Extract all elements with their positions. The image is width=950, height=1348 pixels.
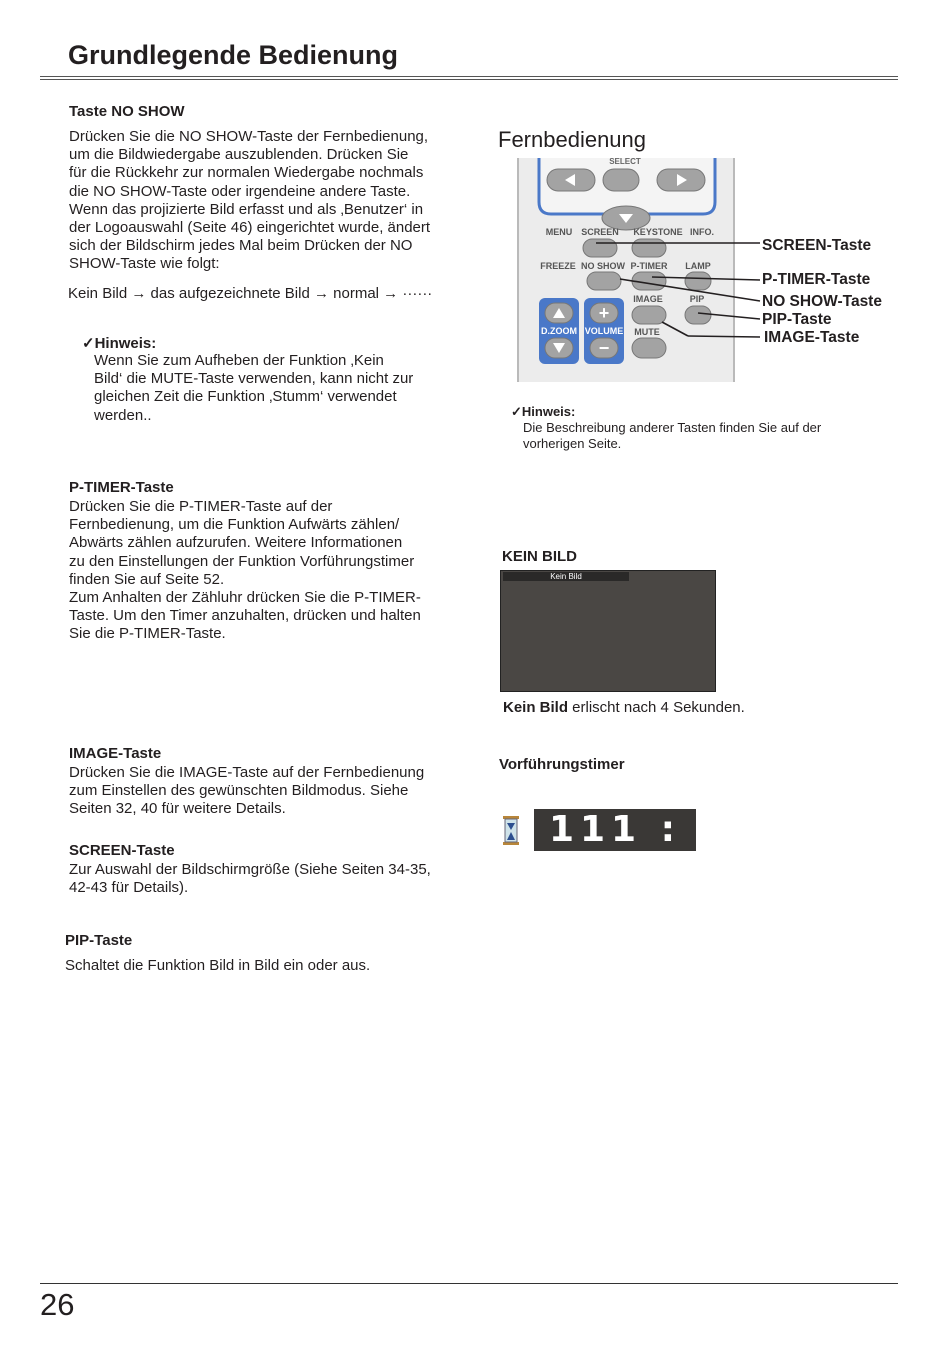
image-callout-line-a [662,322,688,336]
plus-icon: + [598,303,610,323]
text-line: zu den Einstellungen der Funktion Vorführungstimer [69,552,415,570]
no-show-heading: Taste NO SHOW [69,103,185,120]
text-line: um die Bildwiedergabe auszublenden. Drücken Sie [69,146,409,164]
minus-icon: − [598,338,610,358]
text-line: Sie die P-TIMER-Taste. [69,625,226,643]
hourglass-icon [501,815,521,847]
page-number: 26 [40,1287,75,1322]
kein-bild-caption [503,699,745,717]
note-line: Die Beschreibung anderer Tasten finden Sie auf der [523,420,822,435]
screen-key-body [69,861,459,897]
remote-heading: Fernbedienung [498,127,647,152]
text-line: Fernbedienung, um die Funktion Aufwärts zählen/ [69,516,400,534]
pip-callout: PIP-Taste [762,311,832,328]
screen-callout: SCREEN-Taste [762,237,872,254]
note-line: Bild‘ die MUTE-Taste verwenden, kann nicht zur [94,370,414,388]
text-line: Seiten 32, 40 für weitere Details. [69,800,286,818]
mute-label: MUTE [634,327,660,337]
text-line: die NO SHOW-Taste oder irgendeine andere Taste. [69,182,411,200]
screen-key-heading: SCREEN-Taste [69,842,175,859]
menu-label: MENU [545,227,573,237]
text-line: sich der Bildschirm jedes Mal beim Drücken der NO [69,237,413,255]
p-timer-callout-line [652,277,760,280]
image-label: IMAGE [633,294,663,304]
no-show-callout-line [620,279,760,301]
lamp-label: LAMP [685,261,711,271]
text-line: für die Rückkehr zur normalen Wiedergabe nochmals [69,164,424,182]
text-line: Drücken Sie die P-TIMER-Taste auf der [69,498,333,515]
volume-label: VOLUME [584,326,624,336]
select-label: SELECT [609,158,641,166]
text-line: SHOW-Taste wie folgt: [69,255,220,273]
note-line: vorherigen Seite. [523,436,622,451]
pip-label: PIP [689,294,705,304]
note-line: werden.. [94,406,152,424]
remote-note [523,420,863,452]
text-line: Drücken Sie die NO SHOW-Taste der Fernbedienung, [69,128,429,145]
text-line: Zur Auswahl der Bildschirmgröße (Siehe Seiten 34-35, [69,861,431,878]
image-key-body [69,764,459,819]
text-line: der Logoauswahl (Seite 46) eingerichtet wurde, ändert [69,219,431,237]
timer-display: 111 : 11 [534,809,696,851]
select-button[interactable] [603,169,639,191]
page-title: Grundlegende Bedienung [68,40,399,70]
image-callout: IMAGE-Taste [764,329,860,346]
text-line: Wenn das projizierte Bild erfasst und als ‚Benutzer‘ in [69,200,424,218]
no-show-sequence: Kein Bild → das aufgezeichnete Bild → normal → ······ [68,285,433,302]
p-timer-body [69,498,459,644]
info-label: INFO. [690,227,714,237]
text-line: Taste. Um den Timer anzuhalten, drücken und halten [69,607,421,625]
note-line: gleichen Zeit die Funktion ‚Stumm‘ verwendet [94,388,397,406]
header-rule [40,76,898,77]
pip-callout-line [698,313,760,319]
footer-rule [40,1283,898,1284]
text-line: finden Sie auf Seite 52. [69,570,225,588]
pip-key-heading: PIP-Taste [65,932,133,949]
text-line: 42-43 für Details). [69,879,189,897]
p-timer-heading: P-TIMER-Taste [69,479,174,496]
image-key-heading: IMAGE-Taste [69,745,162,762]
p-timer-callout: P-TIMER-Taste [762,271,871,288]
no-show-note-heading: ✓Hinweis: [82,335,157,352]
no-show-note [94,352,454,425]
header-rule-2 [40,79,898,80]
image-callout-line-b [688,336,760,337]
no-show-callout: NO SHOW-Taste [762,293,882,310]
note-line: Wenn Sie zum Aufheben der Funktion ‚Kein [94,352,384,369]
timer-heading: Vorführungstimer [499,756,625,773]
freeze-label: FREEZE [540,261,576,271]
caption-rest: erlischt nach 4 Sekunden. [568,699,745,716]
text-line: Abwärts zählen aufzurufen. Weitere Informationen [69,534,403,552]
no-show-label: NO SHOW [581,261,625,271]
kein-bild-screen [500,570,716,692]
text-line: Zum Anhalten der Zähluhr drücken Sie die P-TIMER- [69,589,421,607]
callout-lines [590,236,765,346]
kein-bild-heading: KEIN BILD [502,548,577,565]
kein-bild-bar: Kein Bild [503,572,629,581]
remote-note-heading: ✓Hinweis: [511,404,576,419]
text-line: Drücken Sie die IMAGE-Taste auf der Fernbedienung [69,764,425,781]
caption-bold: Kein Bild [503,699,569,716]
screen-label: SCREEN [581,227,619,237]
no-show-body [69,128,459,274]
dzoom-label: D.ZOOM [541,326,577,336]
p-timer-label: P-TIMER [630,261,668,271]
text-line: zum Einstellen des gewünschten Bildmodus. Siehe [69,782,409,800]
pip-key-text: Schaltet die Funktion Bild in Bild ein oder aus. [65,957,371,974]
keystone-label: KEYSTONE [633,227,683,237]
